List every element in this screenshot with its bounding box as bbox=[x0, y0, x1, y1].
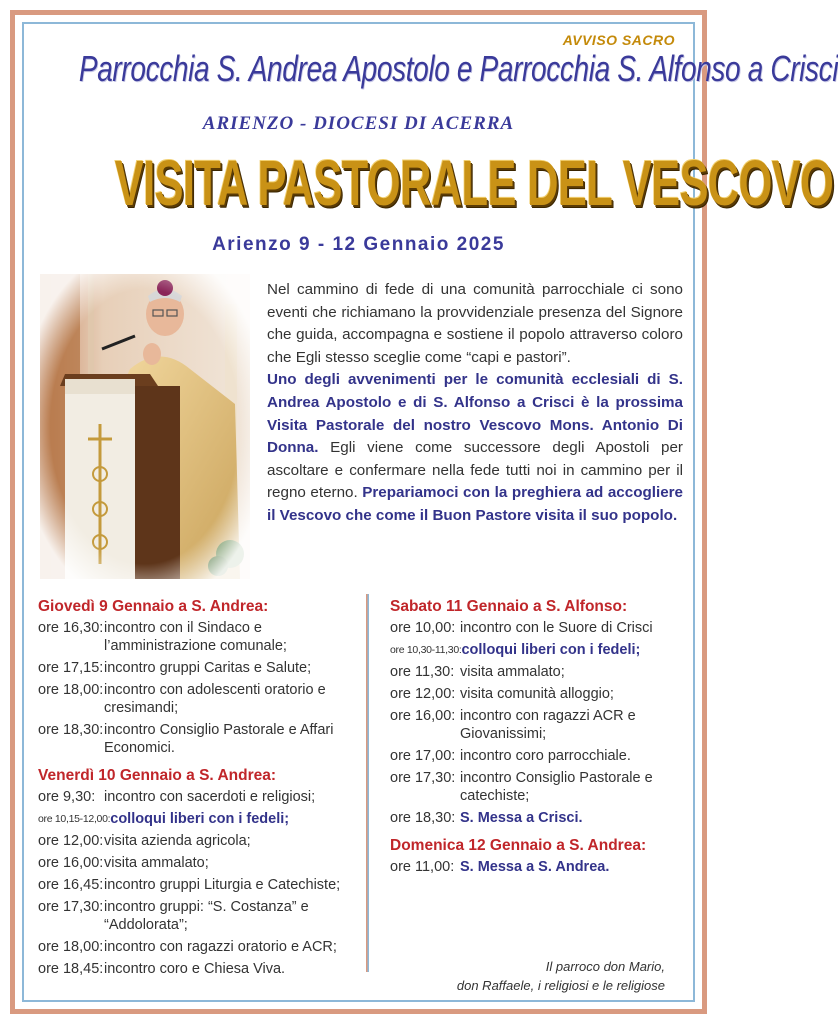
item-time: ore 18,30: bbox=[390, 810, 456, 826]
item-desc: visita ammalato; bbox=[460, 664, 565, 680]
intro-paragraph-1: Nel cammino di fede di una comunità parrocchiale ci sono eventi che richiamano la provvidenziale presenza del Signore che guida, accompagna e sostiene il popolo attraverso coloro che Egli stesso sceglie come “capi e pastori”. bbox=[267, 281, 683, 366]
main-headline: VISITA PASTORALE DEL VESCOVO bbox=[114, 147, 834, 219]
schedule-item bbox=[390, 809, 682, 827]
schedule-item bbox=[38, 788, 358, 806]
item-desc: visita ammalato; bbox=[104, 855, 209, 871]
parish-title: Parrocchia S. Andrea Apostolo e Parrocchia S. Alfonso a Crisci bbox=[78, 48, 838, 89]
schedule-item bbox=[38, 810, 358, 828]
item-desc: incontro con sacerdoti e religiosi; bbox=[104, 789, 316, 805]
schedule-item bbox=[38, 938, 358, 956]
item-desc: incontro gruppi Liturgia e Catechiste; bbox=[104, 877, 341, 893]
item-time: ore 10,15-12,00: bbox=[38, 813, 111, 825]
item-desc: S. Messa a Crisci. bbox=[460, 810, 583, 826]
schedule-item bbox=[390, 769, 682, 805]
signature bbox=[457, 957, 665, 995]
item-desc: incontro con il Sindaco e l’amministrazione comunale; bbox=[104, 620, 287, 654]
item-time: ore 12,00: bbox=[38, 833, 104, 849]
signature-line-2: don Raffaele, i religiosi e le religiose bbox=[456, 978, 665, 993]
bishop-illustration bbox=[40, 274, 250, 579]
item-desc: S. Messa a S. Andrea. bbox=[460, 859, 610, 875]
item-desc: incontro coro parrocchiale. bbox=[460, 748, 631, 764]
schedule-item bbox=[390, 663, 682, 681]
schedule-item bbox=[390, 641, 682, 659]
schedule-item bbox=[390, 685, 682, 703]
event-dates: Arienzo 9 - 12 Gennaio 2025 bbox=[212, 234, 505, 255]
schedule-item bbox=[38, 721, 358, 757]
diocese-subtitle: ARIENZO - DIOCESI DI ACERRA bbox=[202, 113, 515, 134]
item-desc: incontro Consiglio Pastorale e catechiste; bbox=[460, 770, 653, 804]
item-time: ore 11,30: bbox=[390, 664, 455, 680]
schedule-item bbox=[38, 898, 358, 934]
item-desc: incontro coro e Chiesa Viva. bbox=[104, 961, 286, 977]
schedule-item bbox=[38, 681, 358, 717]
notice-label: AVVISO SACRO bbox=[562, 32, 675, 48]
item-desc: incontro con le Suore di Crisci bbox=[460, 620, 653, 636]
item-desc: incontro con adolescenti oratorio e cresimandi; bbox=[104, 682, 326, 716]
item-desc: visita azienda agricola; bbox=[104, 833, 251, 849]
schedule-item bbox=[38, 960, 358, 978]
item-time: ore 17,00: bbox=[390, 748, 456, 764]
item-time: ore 18,30: bbox=[38, 722, 104, 738]
bishop-photo bbox=[40, 274, 250, 579]
item-desc: colloqui liberi con i fedeli; bbox=[110, 811, 290, 827]
item-time: ore 17,30: bbox=[390, 770, 456, 786]
schedule-item bbox=[390, 747, 682, 765]
item-time: ore 9,30: bbox=[38, 789, 96, 805]
intro-highlight-1: Uno degli avvenimenti per le comunità ecclesiali di S. Andrea Apostolo e di S. Alfonso a Crisci è la prossima Visita Pastorale del nostro Vescovo Mons. Antonio Di Donna. bbox=[267, 371, 683, 457]
item-time: ore 10,30-11,30: bbox=[390, 644, 462, 656]
item-desc: incontro gruppi Caritas e Salute; bbox=[104, 660, 312, 676]
item-time: ore 18,45: bbox=[38, 961, 104, 977]
schedule-item bbox=[38, 619, 358, 655]
intro-paragraph-2: Egli viene come successore degli Apostoli per ascoltare e confermare nella fede tutti noi in cammino per il regno eterno. bbox=[267, 439, 683, 502]
item-desc: visita comunità alloggio; bbox=[460, 686, 614, 702]
item-time: ore 12,00: bbox=[390, 686, 456, 702]
item-desc: incontro gruppi: “S. Costanza” e “Addolorata”; bbox=[104, 899, 309, 933]
item-time: ore 18,00: bbox=[38, 682, 104, 698]
schedule-item bbox=[38, 659, 358, 677]
item-desc: incontro Consiglio Pastorale e Affari Economici. bbox=[104, 722, 334, 756]
item-time: ore 17,30: bbox=[38, 899, 104, 915]
schedule-left bbox=[38, 598, 358, 982]
item-desc: colloqui liberi con i fedeli; bbox=[461, 642, 641, 658]
item-time: ore 16,00: bbox=[390, 708, 456, 724]
day-heading: Giovedì 9 Gennaio a S. Andrea: bbox=[38, 598, 269, 615]
item-desc: incontro con ragazzi ACR e Giovanissimi; bbox=[460, 708, 636, 742]
schedule-item bbox=[38, 876, 358, 894]
schedule-item bbox=[38, 854, 358, 872]
item-time: ore 16,30: bbox=[38, 620, 104, 636]
signature-line-1: Il parroco don Mario, bbox=[545, 959, 665, 974]
day-heading: Venerdì 10 Gennaio a S. Andrea: bbox=[38, 767, 277, 784]
schedule-right bbox=[390, 598, 682, 880]
item-time: ore 17,15: bbox=[38, 660, 104, 676]
schedule-item bbox=[390, 707, 682, 743]
intro-highlight-2: Prepariamoci con la preghiera ad accogliere il Vescovo che come il Buon Pastore visita il suo popolo. bbox=[267, 484, 683, 524]
item-time: ore 11,00: bbox=[390, 859, 455, 875]
day-heading: Sabato 11 Gennaio a S. Alfonso: bbox=[390, 598, 628, 615]
item-desc: incontro con ragazzi oratorio e ACR; bbox=[104, 939, 337, 955]
item-time: ore 16,00: bbox=[38, 855, 104, 871]
intro-text bbox=[267, 279, 683, 528]
schedule-item bbox=[390, 858, 682, 876]
column-divider bbox=[366, 594, 369, 972]
day-heading: Domenica 12 Gennaio a S. Andrea: bbox=[390, 837, 647, 854]
item-time: ore 16,45: bbox=[38, 877, 104, 893]
schedule-item bbox=[390, 619, 682, 637]
schedule-item bbox=[38, 832, 358, 850]
item-time: ore 10,00: bbox=[390, 620, 456, 636]
item-time: ore 18,00: bbox=[38, 939, 104, 955]
